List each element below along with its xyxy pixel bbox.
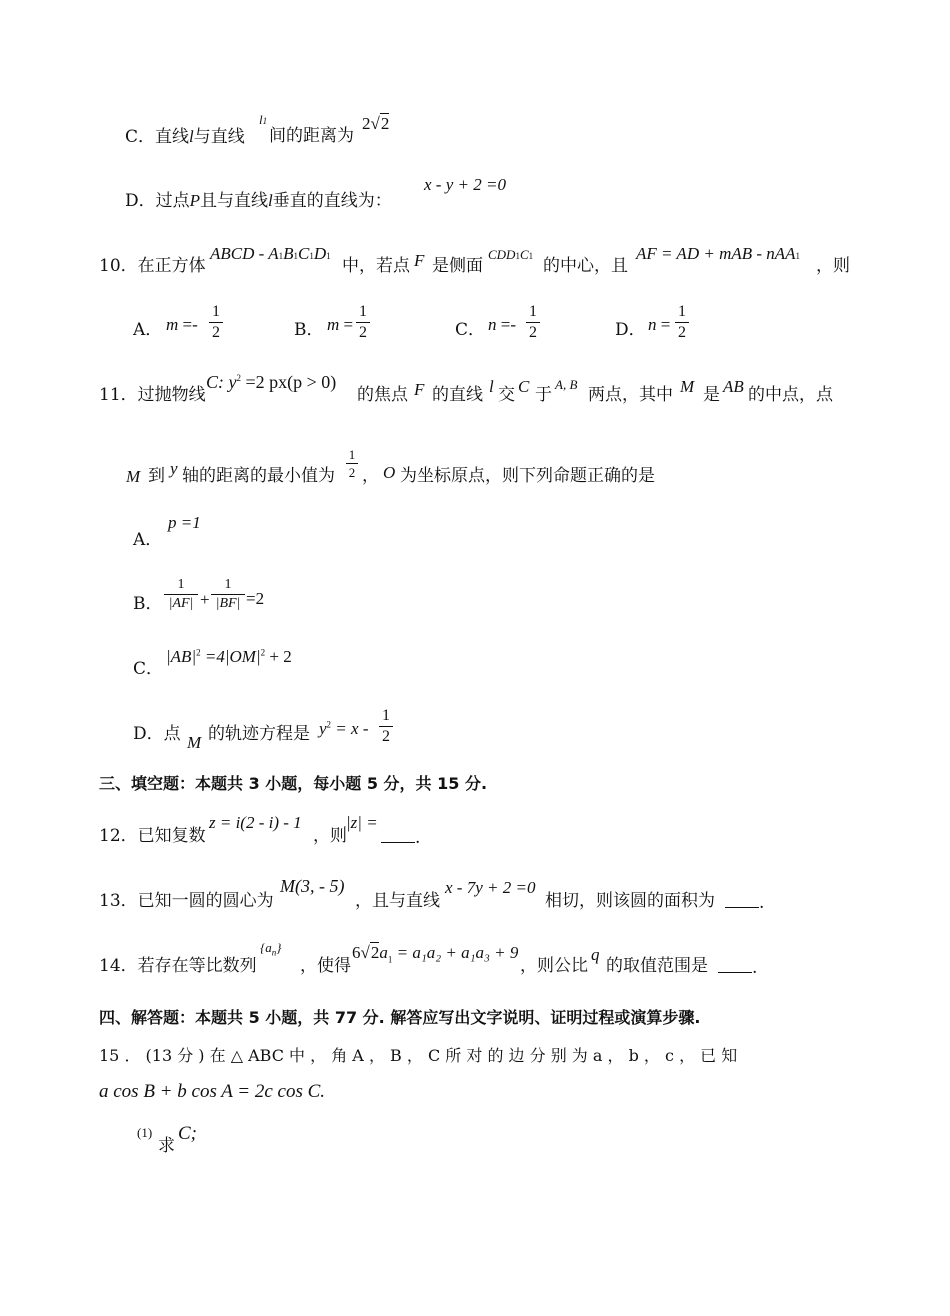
q10-face: CDD1C1	[488, 247, 534, 262]
q15-part1-var: C;	[178, 1123, 197, 1144]
q10-d-expr: n =	[648, 315, 671, 334]
q10-b-frac: 1 2	[356, 304, 370, 341]
q12-blank[interactable]: .	[381, 828, 420, 847]
q10-text5: ，则	[816, 256, 850, 276]
q10-option-a: A．	[133, 320, 163, 340]
q14-q: q	[591, 945, 600, 964]
q11-line2-text3: ，	[362, 466, 379, 486]
q14-eq: $6√2a_1 = a_1a_2 + a_1a_3 + 9$	[352, 943, 519, 965]
q11-text5: 于	[535, 385, 552, 405]
q10-c-frac: 1 2	[526, 304, 540, 341]
q11-number: 11．过抛物线	[99, 385, 206, 405]
q11-b-frac1: 1 |AF|	[164, 578, 198, 611]
q12-abs: |z| =	[346, 813, 378, 832]
q10-c-expr: n =-	[488, 315, 516, 334]
q14-seq: $\{a_n\}$	[260, 940, 282, 958]
option-label: C．	[125, 127, 156, 147]
q14-text2: ，使得	[300, 956, 351, 976]
q9-c-value: 2√2	[362, 114, 390, 133]
q11-option-b: B．	[133, 594, 163, 614]
q10-number: 10．在正方体	[99, 256, 206, 276]
q11-option-a: A．	[133, 530, 163, 550]
q11-line2-text2: 轴的距离的最小值为	[182, 466, 335, 486]
q10-option-c: C．	[455, 320, 486, 340]
q10-d-frac: 1 2	[675, 304, 689, 341]
q11-text7: 是	[703, 385, 720, 405]
q10-F: F	[414, 251, 425, 270]
q13-blank[interactable]: .	[725, 893, 764, 912]
q9-option-c: C．直线l与直线	[125, 127, 245, 147]
q13-point: M(3, - 5)	[280, 876, 345, 896]
q11-M: M	[680, 377, 695, 396]
q10-option-d: D．	[615, 320, 646, 340]
l1-symbol: l1	[259, 112, 268, 127]
q13-number: 13．已知一圆的圆心为	[99, 891, 274, 911]
q10-b-expr: m =	[327, 315, 354, 334]
q11-b-plus: +	[200, 590, 210, 609]
q11-AB: A, B	[555, 377, 578, 392]
q11-l: l	[489, 377, 494, 396]
q11-text3: 的直线	[432, 385, 483, 405]
q9-d-equation: x - y + 2 =0	[424, 175, 506, 194]
q11-text2: 的焦点	[357, 385, 408, 405]
q11-text8: 的中点，点	[748, 385, 833, 405]
q10-a-frac: 1 2	[209, 304, 223, 341]
q11-half: 1 2	[346, 448, 358, 479]
q11-b-frac2: 1 |BF|	[211, 578, 245, 611]
q11-d-eq: $y^2 = x$ -	[319, 719, 369, 738]
q11-AB2: AB	[723, 377, 744, 396]
section-4-title: 四、解答题：本题共 5 小题，共 77 分. 解答应写出文字说明、证明过程或演算步骤.	[99, 1008, 701, 1027]
q11-c-expr: $|AB|^2 =4|OM|^2 + 2$	[166, 647, 292, 666]
q11-curve: C: $y^2 =2$ px(p > 0)	[206, 372, 337, 392]
q11-line2-y: y	[170, 459, 178, 478]
q12-text2: ，则	[313, 826, 347, 846]
q14-text3: ，则公比	[520, 956, 588, 976]
q10-text3: 是侧面	[432, 256, 483, 276]
q11-option-c: C．	[133, 659, 164, 679]
q14-blank[interactable]: .	[718, 958, 757, 977]
q11-d-text: 的轨迹方程是	[208, 724, 310, 744]
q10-text4: 的中心，且	[543, 256, 628, 276]
q11-a-expr: p =1	[168, 513, 201, 532]
q15-part1-number: (1)	[137, 1125, 153, 1140]
q10-cube: ABCD - A1B1C1D1	[210, 244, 331, 263]
q11-O: O	[383, 463, 396, 482]
q11-text4: 交	[498, 385, 515, 405]
q11-text6: 两点，其中	[588, 385, 673, 405]
q11-d-frac: 1 2	[379, 708, 393, 745]
q11-option-d: D．点	[133, 724, 181, 744]
q10-option-b: B．	[294, 320, 324, 340]
q13-text2: ，且与直线	[355, 891, 440, 911]
q15-line1: 15 ． (13 分 ) 在 △ ABC 中 ， 角 A ， B ， C 所 对 的 边 分 别 为 a ， b ， c ， 已 知	[99, 1046, 738, 1065]
q15-part1-text: 求	[158, 1136, 175, 1156]
q15-line2: a cos B + b cos A = 2c cos C.	[99, 1081, 326, 1102]
q11-b-eq: =2	[246, 589, 265, 608]
section-3-title: 三、填空题：本题共 3 小题，每小题 5 分，共 15 分.	[99, 774, 488, 793]
q11-line2-text4: 为坐标原点，则下列命题正确的是	[400, 466, 655, 486]
q11-F: F	[414, 380, 425, 399]
q11-C: C	[518, 377, 530, 396]
q10-text2: 中，若点	[342, 256, 410, 276]
q9-option-d: D．过点P且与直线l垂直的直线为：	[125, 191, 392, 211]
q13-text3: 相切，则该圆的面积为	[545, 891, 715, 911]
q10-vector-eq: AF = AD + mAB - nAA1	[636, 244, 801, 263]
q14-text4: 的取值范围是	[606, 956, 708, 976]
q10-a-expr: m =-	[166, 315, 198, 334]
q9-c-text: 间的距离为	[269, 126, 354, 146]
q11-d-M: M	[187, 733, 202, 752]
q12-number: 12．已知复数	[99, 826, 206, 846]
q13-line: x - 7y + 2 =0	[445, 878, 536, 897]
q11-line2-M: M	[126, 467, 141, 486]
q11-line2-text1: 到	[148, 466, 165, 486]
q12-eq: z = i(2 - i) - 1	[209, 813, 302, 832]
q14-number: 14．若存在等比数列	[99, 956, 257, 976]
